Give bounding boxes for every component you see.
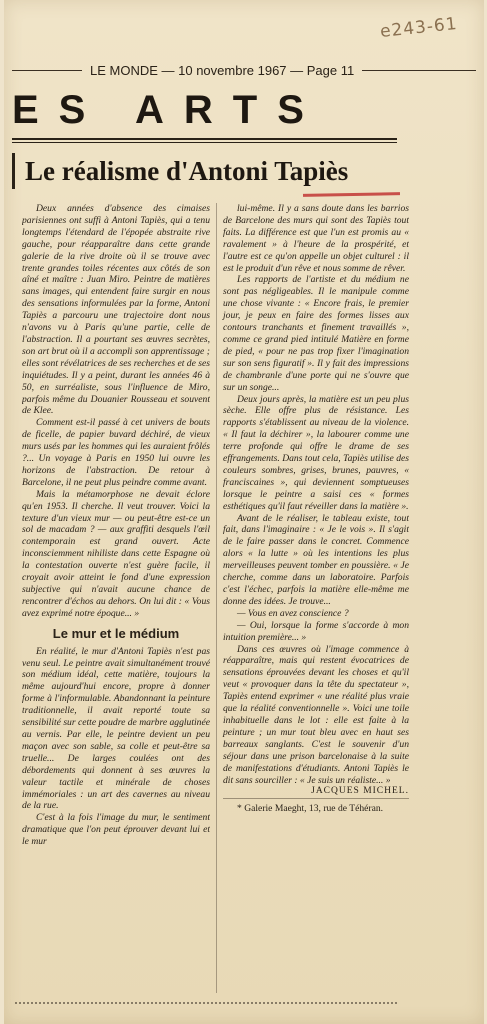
article-title: Le réalisme d'Antoni Tapiès [12, 153, 445, 189]
paragraph: Deux années d'absence des cimaises parisiennes ont suffi à Antoni Tapiès, qui a tenu longtemps l'étendard de l'épopée abstraite rive gauche, pour réapparaître dans cette grande galerie de la rive droite où il se trouve avec trente grandes toiles récentes aux côtés de son aîné et maître : Juan Miro. Peintre de matières sans images, qui entendent faire surgir en nous des sensations informulées par la forme, Antoni Tapiès a parcouru une trajectoire dont nous n'avons vu à Paris qu'une partie, celle de l'abstraction. Il a pourtant ses œuvres secrètes, son art brut où il a accompli son apprentissage ; elles sont révélatrices de ses recherches et de ses inquiétudes. Il y a peint, durant les années 46 à 50, en surréaliste, sous l'influence de Miro, parfois même du Douanier Rousseau et souvent de Klee. [22, 203, 210, 417]
paragraph: Comment est-il passé à cet univers de bouts de ficelle, de papier buvard déchiré, de vieux murs usés par les hommes qui les auraient frôlés ?... Un voyage à Paris en 1950 lui ouvre les horizons de l'abstraction. De retour à Barcelone, il ne peut plus peindre comme avant. [22, 417, 210, 488]
paragraph: Deux jours après, la matière est un peu plus sèche. Elle offre plus de résistance. Les rapports s'établissent au niveau de la violence. « Il faut la déchirer », la labourer comme une terre profonde qui offre le drame de ses effrangements. Dans tout cela, Tapiès utilise des couleurs sombres, grises, brunes, pauvres, « franciscaines », qui deviennent somptueuses lorsque le peintre a saisi ces « formes esthétiques qu'il faut réveiller dans la matière ». [223, 393, 409, 512]
subheading: Le mur et le médium [52, 625, 180, 641]
paragraph: Avant de le réaliser, le tableau existe, tout fait, dans l'imaginaire : « Je le vois ». Il s'agit de le faire passer dans le concret. Commence alors « la lutte » où les intentions les plus merveilleuses peuvent tomber en poussière. « Je cherche, comme dans un laboratoire. Parfois c'est l'échec, parfois la matière elle-même me donne des idées. Je trouve... [223, 512, 409, 607]
newspaper-clipping [4, 0, 484, 1024]
article-column-left [22, 203, 210, 1003]
article-column-right [216, 203, 409, 993]
paragraph: C'est à la fois l'image du mur, le sentiment dramatique que l'on peut éprouver devant lui et le mur [22, 812, 210, 848]
section-banner: ES ARTS [12, 88, 324, 132]
paragraph: En réalité, le mur d'Antoni Tapiès n'est pas venu seul. Le peintre avait simultanément trouvé son médium idéal, cette matière, toujours la même aujourd'hui encore, propre à donner forme à l'informulable. Abandonnant la peinture traditionnelle, il avait reporté toute sa sensibilité sur cette poudre de marbre agglutinée au vernis. Par elle, le peintre devient un peu maçon avec son sable, sa colle et peut-être sa truelle... De larges coulées ont des débordements qui donnent à ses œuvres la valeur tactile et minérale de choses immémoriales : un art des cavernes au niveau de la rue. [22, 645, 210, 812]
paragraph: Mais la métamorphose ne devait éclore qu'en 1953. Il cherche. Il veut trouver. Voici la texture d'un vieux mur — ou peut-être est-ce un sol de macadam ? — aux graffiti desquels l'œil contemporain est grand ouvert. Acte inconsciemment nihiliste dans cette Espagne où la contestation ouverte n'est guère facile, il croyait avoir atteint le fond d'une expression subjective qui n'avait aucune chance de rencontrer d'échos au dehors. On lui dit : « Vous avez exprimé notre époque... » [22, 488, 210, 619]
paragraph: Les rapports de l'artiste et du médium ne sont pas négligeables. Il le manipule comme une chose vivante : « Encore frais, le premier jour, je peux en faire des formes lisses aux contours tranchants et finement travaillés », comme ce grand pied intitulé Matière en forme de pied, « pour ne pas trop fixer l'imagination sur son sens figuratif ». Il y fait des impressions de chambranle d'une porte qui ne s'ouvre que sur un songe... [223, 274, 409, 393]
newspaper-header [4, 63, 484, 78]
header-rule-right [362, 70, 476, 71]
header-text: LE MONDE — 10 novembre 1967 — Page 11 [90, 63, 355, 78]
author-signature: JACQUES MICHEL. [311, 786, 409, 797]
catalog-mark: e243-61 [379, 13, 459, 43]
paragraph: — Oui, lorsque la forme s'accorde à mon intuition première... » [223, 619, 409, 643]
banner-rule [12, 138, 397, 140]
paragraph: lui-même. Il y a sans doute dans les barrios de Barcelone des murs qui sont des Tapiès tout faits. La différence est que l'un est promis au « ravalement » à l'heure de la prospérité, et l'autre est ce qu'on appelle un objet culturel : il est le produit d'un rêve et nous somme de rêver. [223, 203, 409, 274]
header-rule-left [12, 70, 82, 71]
red-pencil-underline [303, 192, 400, 197]
gallery-address: * Galerie Maeght, 13, rue de Téhéran. [223, 798, 409, 815]
banner-rule-thin [12, 142, 397, 143]
paragraph: — Vous en avez conscience ? [237, 607, 349, 619]
bottom-dotted-rule [14, 1000, 399, 1006]
paragraph: Dans ces œuvres où l'image commence à réapparaître, mais qui restent évocatrices de sensations éprouvées devant les choses et qu'il veut « provoquer dans la tête du spectateur », Tapiès entend exprimer « une réalité plus vraie que la réalité conventionnelle ». Voici une toile inhabituelle dans le lot : elle est faite à la peinture ; un mur tout bleu avec en haut ses barreaux sanglants. C'est le souvenir d'un séjour dans une prison barcelonaise à la suite de manifestations d'étudiants. Antoni Tapiès le dit sans sourciller : « Je suis un réaliste... » [223, 643, 409, 786]
